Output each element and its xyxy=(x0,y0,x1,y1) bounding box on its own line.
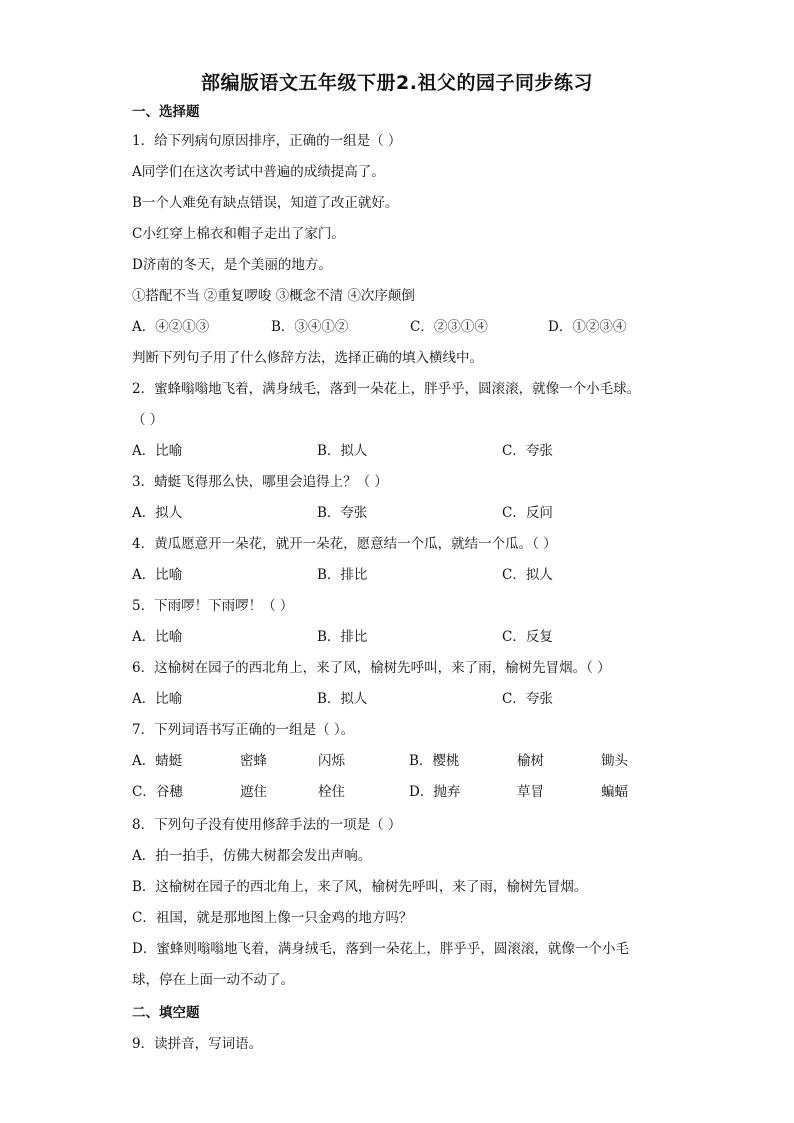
q1-option-c[interactable]: C．②③①④ xyxy=(410,319,488,335)
q3-stem: 3．蜻蜓飞得那么快，哪里会追得上？（ ） xyxy=(132,474,388,490)
section-heading-fill: 二、填空题 xyxy=(132,1005,200,1021)
q7-option-a[interactable]: A．蜻蜓 xyxy=(132,753,183,769)
q4-option-b[interactable]: B．排比 xyxy=(317,567,368,583)
q8-stem: 8．下列句子没有使用修辞手法的一项是（ ） xyxy=(132,817,402,833)
q8-option-d-continued: 球，停在上面一动不动了。 xyxy=(132,972,294,988)
q7-word: 栓住 xyxy=(318,784,345,800)
q4-option-a[interactable]: A．比喻 xyxy=(132,567,183,583)
q6-stem: 6．这榆树在园子的西北角上，来了风，榆树先呼叫，来了雨，榆树先冒烟。（ ） xyxy=(132,660,611,676)
q7-stem: 7．下列词语书写正确的一组是（ ）。 xyxy=(132,722,355,738)
q7-row-1 xyxy=(132,751,672,771)
q9-stem: 9．读拼音，写词语。 xyxy=(132,1036,263,1052)
q1-stem: 1．给下列病句原因排序，正确的一组是（ ） xyxy=(132,133,402,149)
q1-sentence-b: B一个人难免有缺点错误，知道了改正就好。 xyxy=(132,195,399,211)
q6-option-c[interactable]: C．夸张 xyxy=(502,691,553,707)
q5-option-c[interactable]: C．反复 xyxy=(502,629,553,645)
page-title: 部编版语文五年级下册2.祖父的园子同步练习 xyxy=(201,72,593,94)
q5-stem: 5．下雨啰！下雨啰！（ ） xyxy=(132,598,294,614)
q1-option-d[interactable]: D．①②③④ xyxy=(548,319,627,335)
section-heading-choice: 一、选择题 xyxy=(132,104,200,120)
q2-option-c[interactable]: C．夸张 xyxy=(502,443,553,459)
rhetoric-instruction: 判断下列句子用了什么修辞方法，选择正确的填入横线中。 xyxy=(132,350,483,366)
q1-sentence-a: A同学们在这次考试中普遍的成绩提高了。 xyxy=(132,164,385,180)
q1-options xyxy=(132,317,672,337)
q5-option-a[interactable]: A．比喻 xyxy=(132,629,183,645)
q7-row-2 xyxy=(132,782,672,802)
q7-word: 蝙蝠 xyxy=(601,784,628,800)
q5-options xyxy=(132,627,672,647)
q6-options xyxy=(132,689,672,709)
q3-option-b[interactable]: B．夸张 xyxy=(317,505,368,521)
q8-option-a[interactable]: A．拍一拍手，仿佛大树都会发出声响。 xyxy=(132,848,372,864)
q7-word: 草冒 xyxy=(517,784,544,800)
q5-option-b[interactable]: B．排比 xyxy=(317,629,368,645)
q1-option-b[interactable]: B．③④①② xyxy=(271,319,349,335)
q4-option-c[interactable]: C．拟人 xyxy=(502,567,553,583)
q2-blank[interactable]: （ ） xyxy=(132,412,164,428)
q1-reasons: ①搭配不当 ②重复啰唆 ③概念不清 ④次序颠倒 xyxy=(132,288,415,304)
q8-option-d[interactable]: D．蜜蜂则嗡嗡地飞着，满身绒毛，落到一朵花上，胖乎乎，圆滚滚，就像一个小毛 xyxy=(132,941,629,957)
q1-option-a[interactable]: A．④②①③ xyxy=(132,319,210,335)
q4-stem: 4．黄瓜愿意开一朵花，就开一朵花，愿意结一个瓜，就结一个瓜。（ ） xyxy=(132,536,557,552)
q8-option-b[interactable]: B．这榆树在园子的西北角上，来了风，榆树先呼叫，来了雨，榆树先冒烟。 xyxy=(132,879,588,895)
q3-option-a[interactable]: A．拟人 xyxy=(132,505,183,521)
q6-option-b[interactable]: B．拟人 xyxy=(317,691,368,707)
q8-option-c[interactable]: C．祖国，就是那地图上像一只金鸡的地方吗？ xyxy=(132,910,413,926)
q2-option-b[interactable]: B．拟人 xyxy=(317,443,368,459)
q7-word: 锄头 xyxy=(601,753,628,769)
q7-word: 密蜂 xyxy=(240,753,267,769)
q3-option-c[interactable]: C．反问 xyxy=(502,505,553,521)
q3-options xyxy=(132,503,672,523)
q2-option-a[interactable]: A．比喻 xyxy=(132,443,183,459)
q7-option-c[interactable]: C．谷穗 xyxy=(132,784,183,800)
q4-options xyxy=(132,565,672,585)
q7-option-d[interactable]: D．抛弃 xyxy=(409,784,461,800)
q7-word: 闪烁 xyxy=(318,753,345,769)
q7-option-b[interactable]: B．樱桃 xyxy=(409,753,460,769)
q7-word: 榆树 xyxy=(517,753,544,769)
q1-sentence-d: D济南的冬天，是个美丽的地方。 xyxy=(132,257,332,273)
q6-option-a[interactable]: A．比喻 xyxy=(132,691,183,707)
q2-options xyxy=(132,441,672,461)
q2-stem: 2．蜜蜂嗡嗡地飞着，满身绒毛，落到一朵花上，胖乎乎，圆滚滚，就像一个小毛球。 xyxy=(132,381,641,397)
q1-sentence-c: C小红穿上棉衣和帽子走出了家门。 xyxy=(132,226,345,242)
q7-word: 遮住 xyxy=(240,784,267,800)
